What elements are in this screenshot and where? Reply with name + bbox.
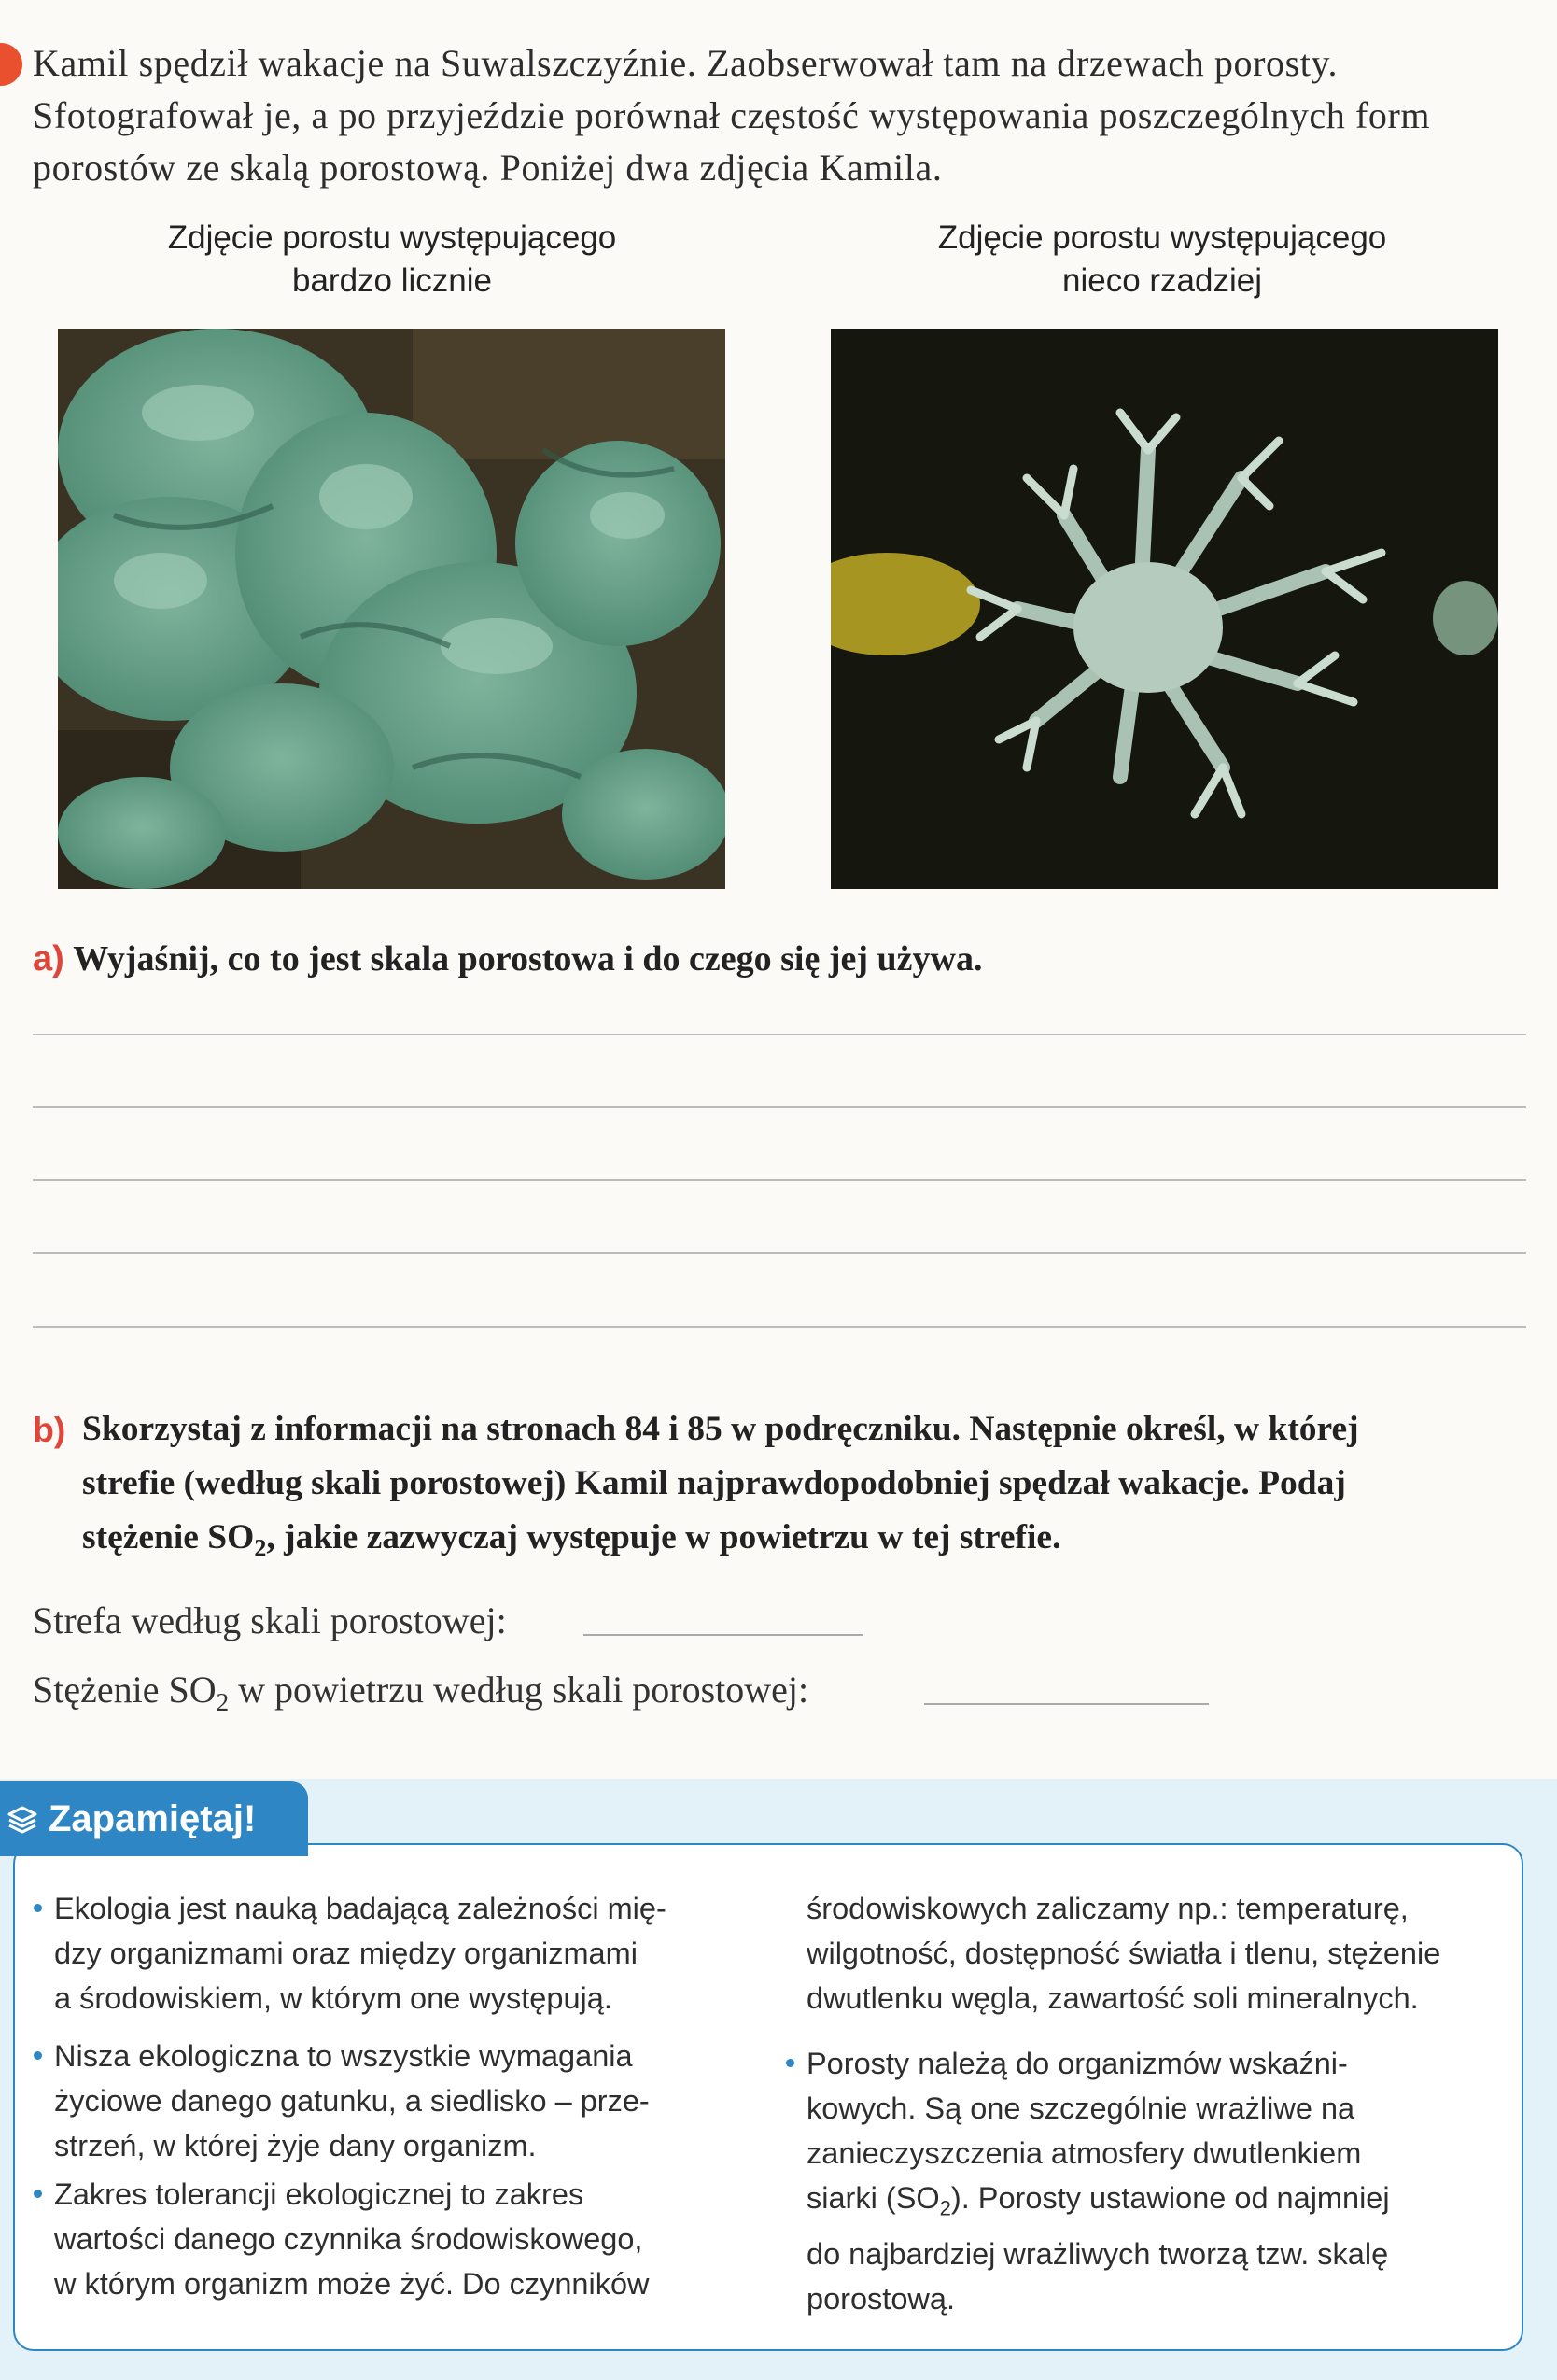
memo-bullet (34, 2172, 743, 2306)
task-number-badge (0, 43, 22, 86)
question-a (33, 938, 982, 979)
memo-line: Nisza ekologiczna to wszystkie wymagania (54, 2039, 633, 2073)
memo-line: środowiskowych zaliczamy np.: temperaturę, (807, 1892, 1409, 1925)
memo-line: kowych. Są one szczególnie wrażliwe na (807, 2091, 1355, 2125)
so2-field-label (33, 1668, 808, 1717)
so2-answer-blank[interactable] (924, 1703, 1209, 1705)
memo-line: porostową. (807, 2281, 955, 2316)
memo-tab (0, 1781, 308, 1856)
intro-line: Kamil spędził wakacje na Suwalszczyźnie. Zaobserwował tam na drzewach porosty. (33, 42, 1339, 84)
question-b-line-tail: , jakie zazwyczaj występuje w powietrzu w tej strefie. (266, 1518, 1061, 1556)
lichen-photo-fruticose (831, 329, 1498, 889)
memo-bullet (34, 1886, 743, 2021)
memo-line-tail: ). Porosty ustawione od najmniej (950, 2181, 1390, 2215)
photo-left-caption (56, 217, 728, 303)
memo-bullet (786, 2041, 1516, 2321)
so2-subscript: 2 (254, 1534, 267, 1562)
memo-line: Ekologia jest nauką badającą zależności mię- (54, 1892, 666, 1925)
memo-title: Zapamiętaj! (49, 1798, 257, 1839)
memo-line: strzeń, w której żyje dany organizm. (54, 2129, 537, 2162)
caption-line: bardzo licznie (292, 262, 492, 299)
so2-field-subscript: 2 (216, 1688, 230, 1716)
answer-line[interactable] (33, 1179, 1526, 1181)
memo-line: do najbardziej wrażliwych tworzą tzw. skalę (807, 2236, 1389, 2271)
caption-line: Zdjęcie porostu występującego (937, 219, 1387, 256)
memo-line: zanieczyszczenia atmosfery dwutlenkiem (807, 2136, 1362, 2170)
question-b-text (82, 1402, 1534, 1576)
question-b-line: strefie (według skali porostowej) Kamil najprawdopodobniej spędzał wakacje. Podaj (82, 1464, 1346, 1502)
answer-line[interactable] (33, 1106, 1526, 1108)
memo-continued-text (807, 1886, 1516, 2021)
memo-line: dwutlenku węgla, zawartość soli mineralnych. (807, 1981, 1419, 2015)
question-b-line (82, 1511, 1534, 1576)
memo-line: życiowe danego gatunku, a siedlisko – prze- (54, 2084, 650, 2118)
so2-suffix: w powietrzu według skali porostowej: (229, 1669, 809, 1711)
question-b-label: b) (33, 1410, 66, 1449)
answer-line[interactable] (33, 1326, 1526, 1328)
intro-line: porostów ze skalą porostową. Poniżej dwa zdjęcia Kamila. (33, 147, 943, 189)
memo-line: a środowiskiem, w którym one występują. (54, 1981, 612, 2015)
question-a-text: Wyjaśnij, co to jest skala porostowa i do czego się jej używa. (73, 939, 983, 979)
memo-line: wartości danego czynnika środowiskowego, (54, 2222, 643, 2256)
caption-line: Zdjęcie porostu występującego (167, 219, 617, 256)
question-b-line: Skorzystaj z informacji na stronach 84 i 85 w podręczniku. Następnie określ, w której (82, 1410, 1359, 1448)
memo-line: Porosty należą do organizmów wskaźni- (807, 2047, 1348, 2080)
memo-line: dzy organizmami oraz między organizmami (54, 1936, 638, 1970)
question-b-label-wrap (33, 1402, 65, 1458)
task-intro (33, 37, 1526, 194)
memo-left-column (34, 1886, 743, 2306)
memo-line: Zakres tolerancji ekologicznej to zakres (54, 2177, 584, 2211)
memo-line (807, 2176, 1516, 2232)
memo-right-column (807, 1886, 1516, 2321)
lichen-photo-foliose (58, 329, 725, 889)
photo-right-caption (826, 217, 1498, 303)
caption-line: nieco rzadziej (1062, 262, 1262, 299)
zone-answer-blank[interactable] (583, 1634, 863, 1636)
so2-prefix: Stężenie SO (33, 1669, 217, 1711)
memo-line: wilgotność, dostępność światła i tlenu, stężenie (807, 1936, 1441, 1970)
answer-line[interactable] (33, 1034, 1526, 1035)
memo-so2-text: siarki (SO (807, 2181, 940, 2215)
question-a-label: a) (33, 939, 64, 979)
memo-so2-subscript: 2 (939, 2196, 951, 2220)
so2-text: stężenie SO (82, 1518, 255, 1556)
intro-line: Sfotografował je, a po przyjeździe porównał częstość występowania poszczególnych form (33, 94, 1431, 136)
memo-line: w którym organizm może żyć. Do czynników (54, 2267, 650, 2301)
answer-line[interactable] (33, 1252, 1526, 1254)
stack-layers-icon (6, 1802, 39, 1836)
memo-bullet (34, 2034, 743, 2168)
zone-field-label: Strefa według skali porostowej: (33, 1599, 507, 1641)
